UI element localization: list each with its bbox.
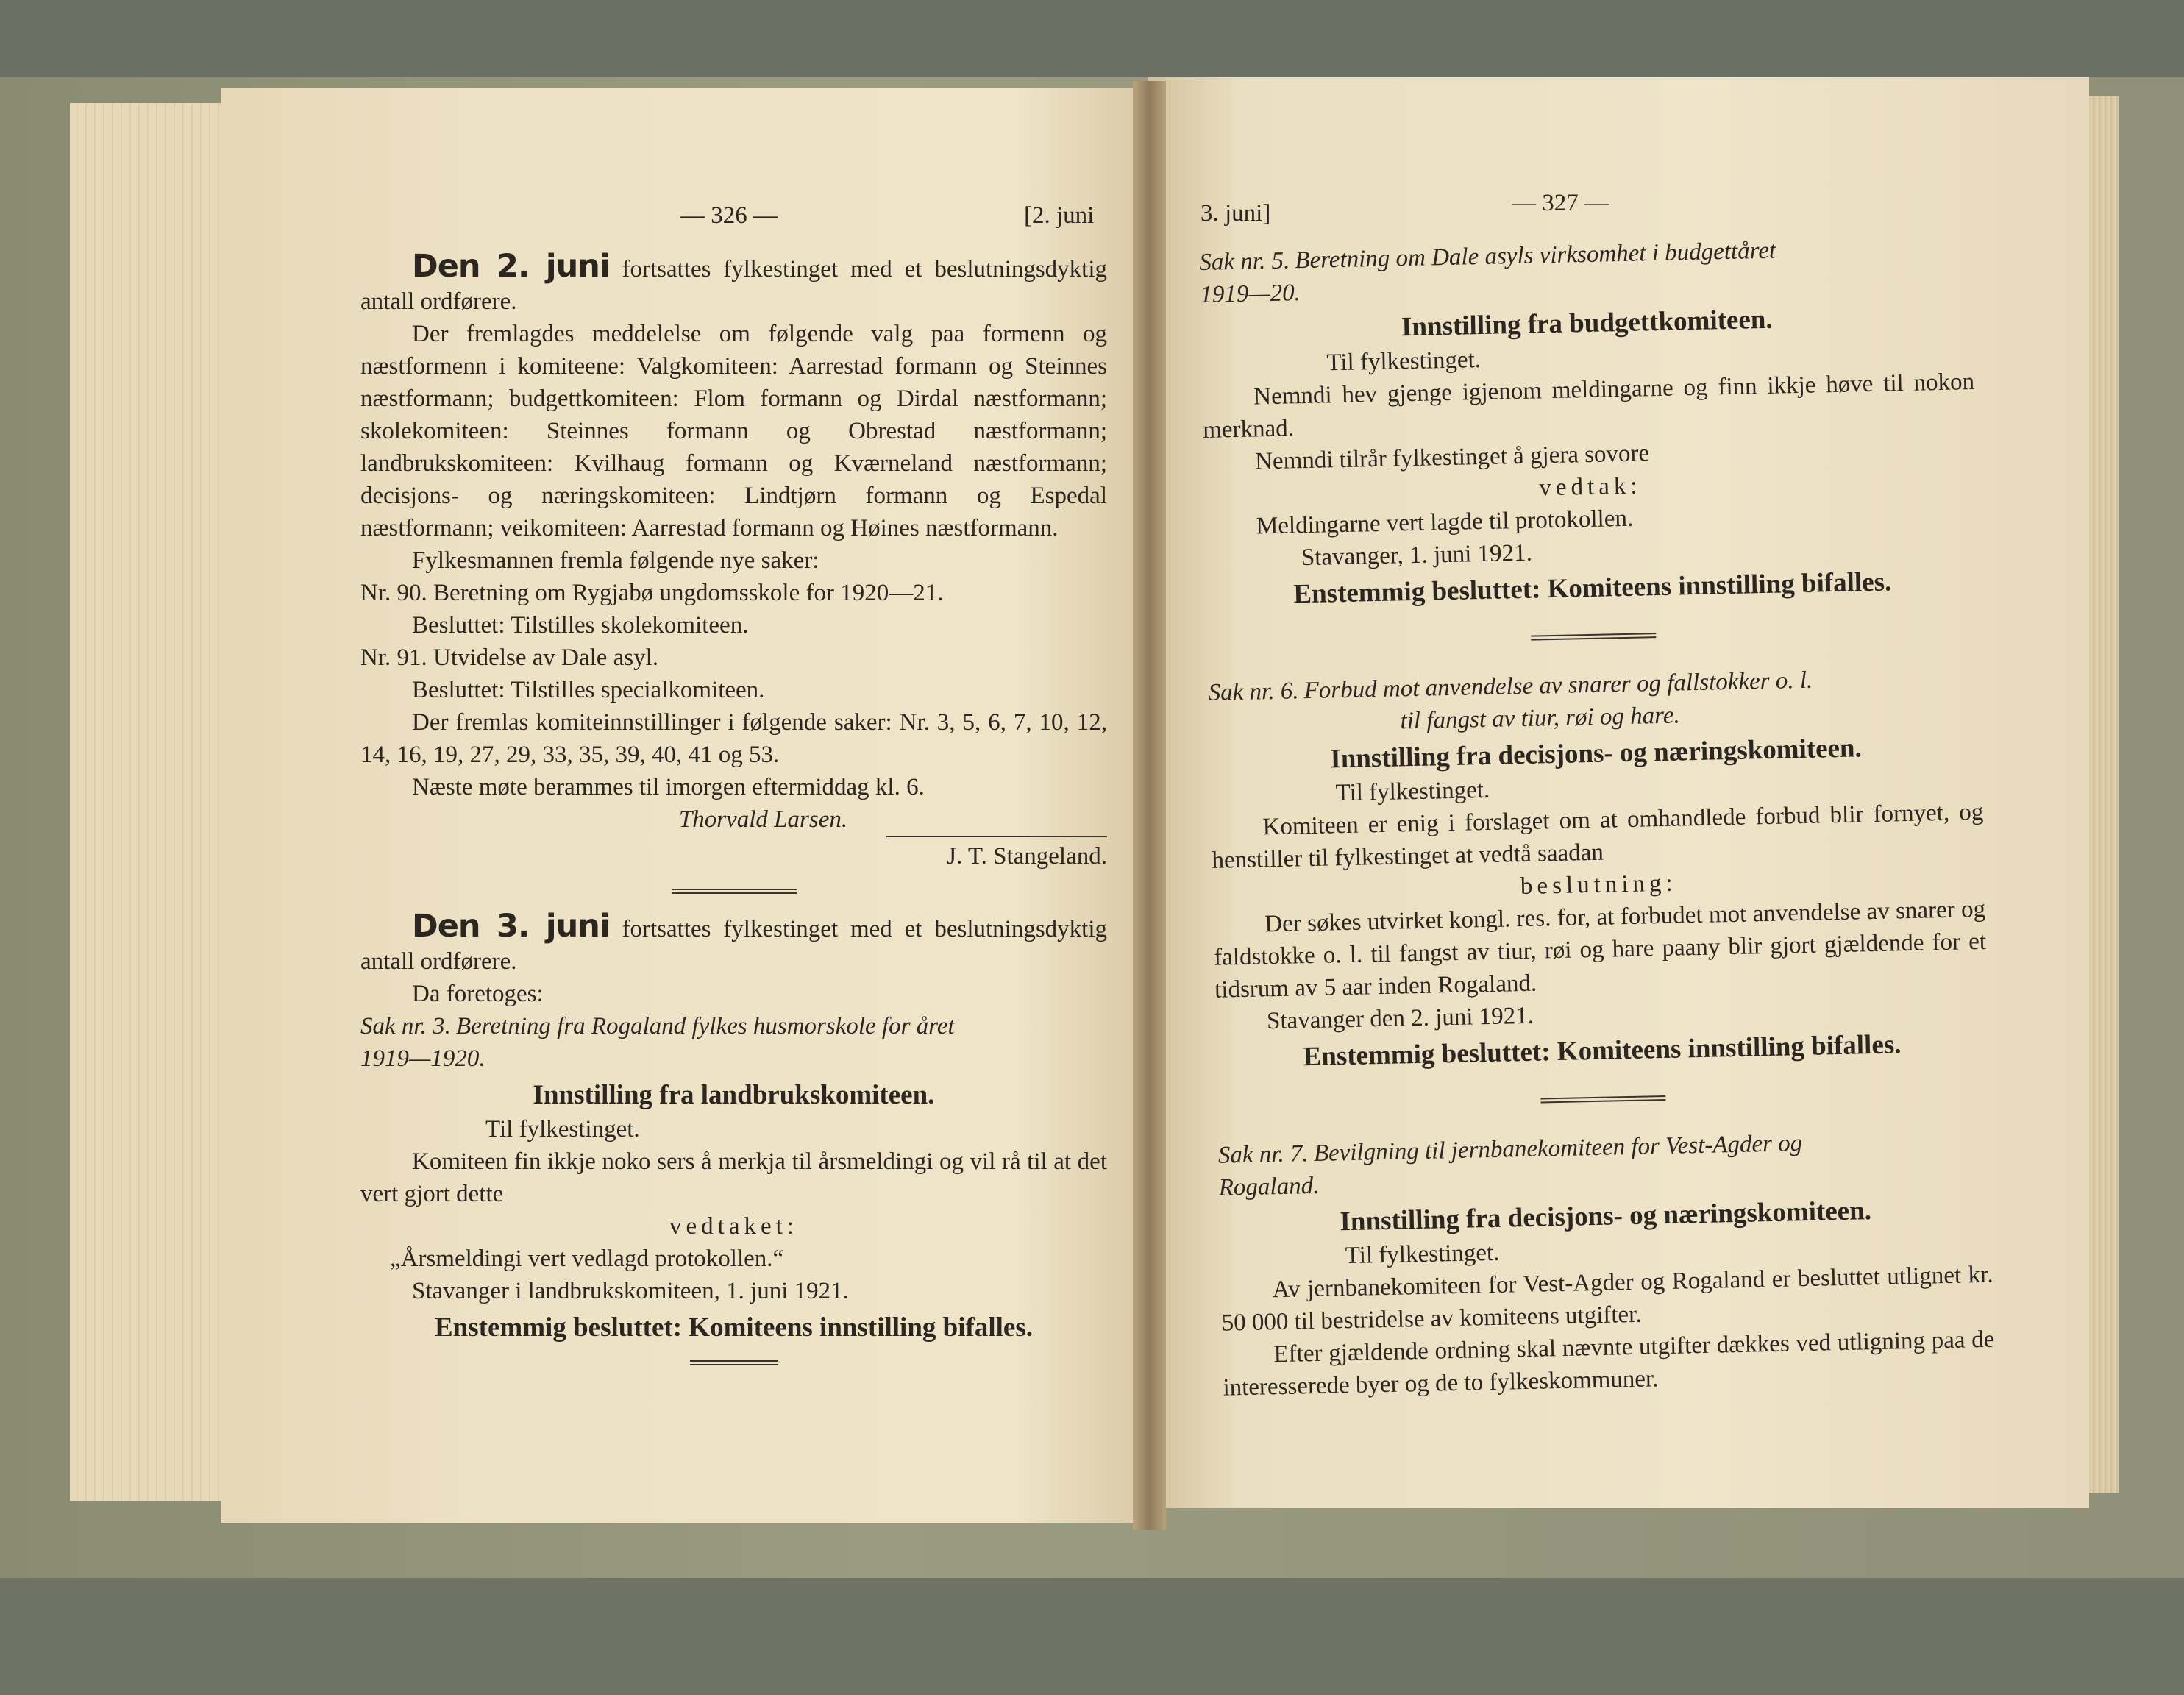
paragraph: Næste møte berammes til imorgen eftermiddag kl. 6. [412,774,925,800]
addressee: Til fylkestinget. [485,1116,640,1143]
case-title-line: Bevilgning til jernbanekomiteen for Vest-Agder og [1313,1130,1803,1168]
page-edges-left [70,103,239,1501]
day-entry-2-juni [360,250,1107,318]
case-title-line: til fangst av tiur, røi og hare. [1400,702,1681,735]
case-title-line: Rogaland. [1218,1172,1320,1201]
section-divider [690,1360,778,1365]
addressee: Til fylkestinget. [1345,1239,1500,1270]
resolution-text: „Årsmeldingi vert vedlagd protokollen.“ [390,1246,784,1272]
recommendation-heading: Innstilling fra decisjons- og næringskomiteen. [1329,733,1863,775]
paragraph: Efter gjældende ordning skal nævnte utgifter dækkes ved utligning paa de interesserede byer og de to fylkeskommuner. [1223,1326,1995,1401]
signature-secretary-line [360,836,1107,873]
decision: Enstemmig besluttet: Komiteens innstilling bifalles. [1303,1029,1902,1073]
case-decision: Besluttet: Tilstilles skolekomiteen. [412,612,749,639]
paragraph: Nemndi hev gjenge igjenom meldingarne og finn ikkje høve til nokon merknad. [1202,368,1975,444]
book-top-edge [0,0,2184,77]
day-label: Den 3. juni [412,908,610,945]
case-number: Sak nr. 6. [1208,678,1299,706]
case-number: Sak nr. 5. [1199,247,1290,276]
recommendation-heading: Innstilling fra landbrukskomiteen. [533,1080,935,1110]
left-page-text [360,250,1107,1382]
addressee: Til fylkestinget. [1326,347,1482,377]
case-title-line: Beretning fra Rogaland fylkes husmorskole for året [456,1013,955,1040]
resolution-label: vedtaket: [669,1213,798,1240]
book-gutter [1133,81,1166,1530]
day-label: Den 2. juni [412,248,610,285]
case-number: Sak nr. 7. [1217,1140,1309,1169]
running-head-right: 3. juni] [1201,200,1271,227]
decision: Enstemmig besluttet: Komiteens innstilling bifalles. [435,1312,1033,1343]
addressee: Til fylkestinget. [1335,776,1490,807]
place-date: Stavanger den 2. juni 1921. [1266,1002,1534,1035]
recommendation-heading: Innstilling fra decisjons- og næringskomiteen. [1340,1195,1872,1237]
case-number: Sak nr. 3. [360,1013,451,1040]
resolution-text: Meldingarne vert lagde til protokollen. [1256,505,1634,540]
paragraph: Fylkesmannen fremla følgende nye saker: [412,547,819,574]
case-title-line: 1919—20. [1200,280,1301,308]
paragraph: Der fremlagdes meddelelse om følgende valg paa formenn og næstformenn i komiteene: Valgkomiteen: Aarrestad formann og Steinnes næstformann; budgettkomiteen: Flom formann og Dirdal næstformann; skolekomiteen: Steinnes formann og Obrestad næstformann; landbrukskomiteen: Kvilhaug formann og Kværneland næstformann; decisjons- og næringskomiteen: Lindtjørn formann og Espedal næstformann; veikomiteen: Aarrestad formann og Høines næstformann. [360,321,1107,541]
resolution-text: Der søkes utvirket kongl. res. for, at forbudet mot anvendelse av snarer og faldstokke o. l. til fangst av tiur, røi og hare paany blir gjort gjældende for et tidsrum av 5 aar inden Rogaland. [1213,895,1987,1003]
section-divider [672,889,797,894]
place-date: Stavanger i landbrukskomiteen, 1. juni 1921. [412,1278,849,1304]
paragraph: Nemndi tilrår fylkestinget å gjera sovore [1254,440,1650,475]
paragraph: Av jernbanekomiteen for Vest-Agder og Rogaland er besluttet utlignet kr. 50 000 til bestridelse av komiteens utgifter. [1221,1261,1993,1337]
case-title-line: Beretning om Dale asyls virksomhet i budgettåret [1295,237,1776,274]
resolution-label: vedtak: [1539,472,1642,502]
recommendation-heading: Innstilling fra budgettkomiteen. [1401,304,1774,343]
case-item: Nr. 90. Beretning om Rygjabø ungdomsskole for 1920—21. [360,580,944,606]
section-divider [1531,633,1656,641]
place-date: Stavanger, 1. juni 1921. [1301,539,1533,572]
signature-secretary: J. T. Stangeland. [886,836,1107,873]
paragraph: Komiteen fin ikkje noko sers å merkja til årsmeldingi og vil rå til at det vert gjort dette [360,1148,1107,1207]
paragraph: Der fremlas komiteinnstillinger i følgende saker: Nr. 3, 5, 6, 7, 10, 12, 14, 16, 19, 27, 29, 33, 35, 39, 40, 41 og 53. [360,709,1107,768]
paragraph: Da foretoges: [412,981,544,1007]
case-title-line: 1919—1920. [360,1045,485,1072]
case-item: Nr. 91. Utvidelse av Dale asyl. [360,644,659,671]
case-title [360,1010,1107,1042]
decision: Enstemmig besluttet: Komiteens innstilling bifalles. [1293,566,1892,610]
day-entry-3-juni [360,910,1107,978]
section-divider [1540,1095,1665,1104]
day-intro: fortsattes fylkestinget med et beslutningsdyktig antall ordførere. [360,916,1108,975]
resolution-label: beslutning: [1520,870,1677,900]
case-title-line: Forbud mot anvendelse av snarer og fallstokker o. l. [1303,667,1813,705]
case-decision: Besluttet: Tilstilles specialkomiteen. [412,677,765,703]
signature-chairman: Thorvald Larsen. [678,806,848,833]
right-page-text [1199,230,1996,1404]
running-head-left: [2. juni [1024,202,1095,229]
day-intro: fortsattes fylkestinget med et beslutningsdyktig antall ordførere. [360,256,1108,315]
paragraph: Komiteen er enig i forslaget om at omhandlede forbud blir fornyet, og henstiller til fylkestinget at vedtå saadan [1212,798,1984,874]
page-number-right: — 327 — [1512,190,1609,216]
page-number-left: — 326 — [680,202,778,229]
